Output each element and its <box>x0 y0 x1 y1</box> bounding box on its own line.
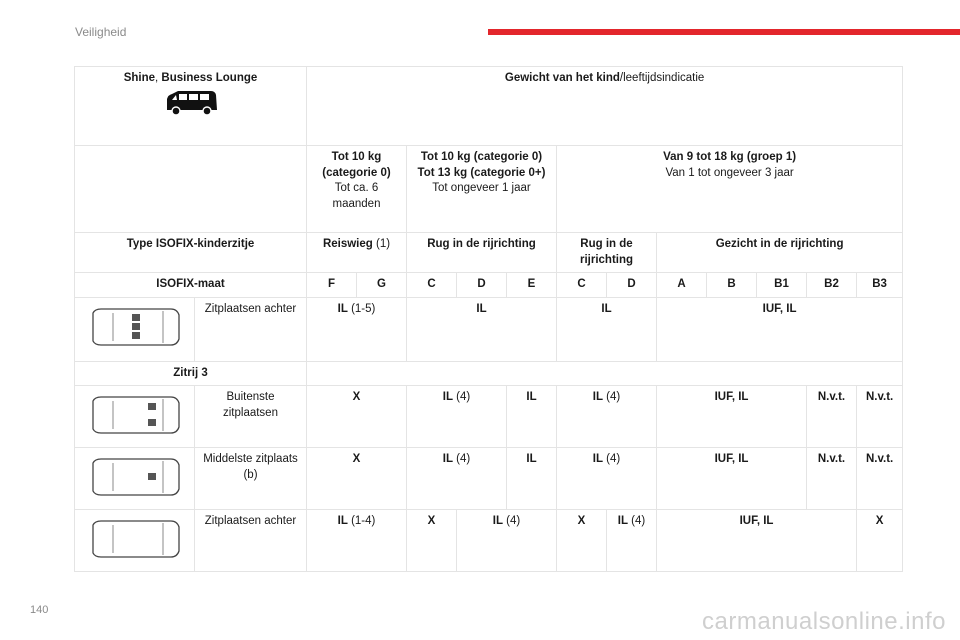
group-0-weight: Tot 10 kg (categorie 0) <box>322 151 391 179</box>
r4-c1 <box>307 510 407 572</box>
r4-c3-note: (4) <box>502 515 521 528</box>
trim-header-cell <box>75 67 307 146</box>
r3-c6: N.v.t. <box>807 448 857 510</box>
seat-row-label: Buitenste zitplaatsen <box>195 386 307 448</box>
page-number: 140 <box>30 604 49 616</box>
r1-rug-2: IL <box>557 297 657 361</box>
size-cell: F <box>307 273 357 298</box>
r2-c2 <box>407 386 507 448</box>
r1-c1-note: (1-5) <box>347 302 376 315</box>
r2-c1: X <box>307 386 407 448</box>
r4-c5-note: (4) <box>627 515 646 528</box>
type-reiswieg-note: (1) <box>372 238 391 250</box>
r3-c1: X <box>307 448 407 510</box>
size-cell: E <box>507 273 557 298</box>
r3-c4 <box>557 448 657 510</box>
r3-c2 <box>407 448 507 510</box>
r3-c4-bold: IL <box>592 453 603 466</box>
isofix-table <box>74 66 903 572</box>
r2-c3: IL <box>507 386 557 448</box>
section-accent-bar <box>488 29 960 35</box>
empty-cell <box>307 361 903 386</box>
r4-c3-bold: IL <box>492 515 503 528</box>
seat-row-label: Middelste zitplaats (b) <box>195 448 307 510</box>
size-cell: B3 <box>857 273 903 298</box>
size-cell: G <box>357 273 407 298</box>
r3-c5: IUF, IL <box>657 448 807 510</box>
group-0-cell <box>307 146 407 233</box>
empty-cell <box>75 146 307 233</box>
van-top-empty-icon <box>85 517 185 561</box>
seat-row-label: Zitplaatsen achter <box>195 510 307 572</box>
r4-c3 <box>457 510 557 572</box>
group-1-age: Van 1 tot ongeveer 3 jaar <box>665 166 794 179</box>
r4-c7: X <box>857 510 903 572</box>
van-top-row2-icon <box>85 305 185 349</box>
watermark: carmanualsonline.info <box>702 608 946 635</box>
r4-c2: X <box>407 510 457 572</box>
r3-c2-note: (4) <box>452 453 471 466</box>
size-cell: C <box>407 273 457 298</box>
seat-row-label: Zitplaatsen achter <box>195 297 307 361</box>
type-gezicht: Gezicht in de rijrichting <box>657 233 903 273</box>
seat-diagram-cell <box>75 297 195 361</box>
size-cell: D <box>607 273 657 298</box>
weight-header-cell <box>307 67 903 146</box>
van-top-row3-outer-icon <box>85 393 185 437</box>
r2-c4-bold: IL <box>592 391 603 404</box>
section-title: Veiligheid <box>75 25 127 39</box>
type-rug-rijrichting: Rug in de rijrichting <box>407 233 557 273</box>
seat-diagram-cell <box>75 386 195 448</box>
group-0plus-age: Tot ongeveer 1 jaar <box>432 182 531 195</box>
type-rug-rijrichting-2: Rug in de rijrichting <box>557 233 657 273</box>
trim-shine: Shine <box>123 72 156 84</box>
r2-c2-bold: IL <box>442 391 453 404</box>
group-0-age: Tot ca. 6 maanden <box>332 182 381 210</box>
size-cell: D <box>457 273 507 298</box>
type-label: Type ISOFIX-kinderzitje <box>75 233 307 273</box>
r2-c4 <box>557 386 657 448</box>
r2-c6: N.v.t. <box>807 386 857 448</box>
r3-c7: N.v.t. <box>857 448 903 510</box>
size-cell: A <box>657 273 707 298</box>
r3-c3: IL <box>507 448 557 510</box>
r3-c2-bold: IL <box>442 453 453 466</box>
seat-diagram-cell <box>75 448 195 510</box>
weight-title: Gewicht van het kind <box>504 72 620 84</box>
type-reiswieg <box>307 233 407 273</box>
type-reiswieg-text: Reiswieg <box>322 238 373 250</box>
van-side-icon <box>161 88 221 118</box>
trim-sep: , <box>155 72 162 84</box>
r1-reiswieg <box>307 297 407 361</box>
group-0plus-weight: Tot 10 kg (categorie 0) <box>420 151 543 163</box>
r2-c2-note: (4) <box>452 391 471 404</box>
group-0plus-weight2: Tot 13 kg (categorie 0+) <box>417 166 546 179</box>
r1-gezicht: IUF, IL <box>657 297 903 361</box>
size-cell: B2 <box>807 273 857 298</box>
zitrij-3-label: Zitrij 3 <box>75 361 307 386</box>
r4-c1-bold: IL <box>337 515 348 528</box>
r4-c4: X <box>557 510 607 572</box>
r3-c4-note: (4) <box>602 453 621 466</box>
r2-c4-note: (4) <box>602 391 621 404</box>
size-cell: C <box>557 273 607 298</box>
r2-c7: N.v.t. <box>857 386 903 448</box>
r1-c1-bold: IL <box>337 302 348 315</box>
weight-title-suffix: /leeftijdsindicatie <box>619 72 705 84</box>
r4-c6: IUF, IL <box>657 510 857 572</box>
group-0plus-cell <box>407 146 557 233</box>
r1-rug: IL <box>407 297 557 361</box>
size-label: ISOFIX-maat <box>75 273 307 298</box>
r4-c5 <box>607 510 657 572</box>
r4-c5-bold: IL <box>617 515 628 528</box>
size-cell: B <box>707 273 757 298</box>
van-top-row3-middle-icon <box>85 455 185 499</box>
seat-diagram-cell <box>75 510 195 572</box>
r4-c1-note: (1-4) <box>347 515 376 528</box>
group-1-weight: Van 9 tot 18 kg (groep 1) <box>663 151 797 163</box>
trim-business-lounge: Business Lounge <box>161 72 258 84</box>
group-1-cell <box>557 146 903 233</box>
r2-c5: IUF, IL <box>657 386 807 448</box>
size-cell: B1 <box>757 273 807 298</box>
